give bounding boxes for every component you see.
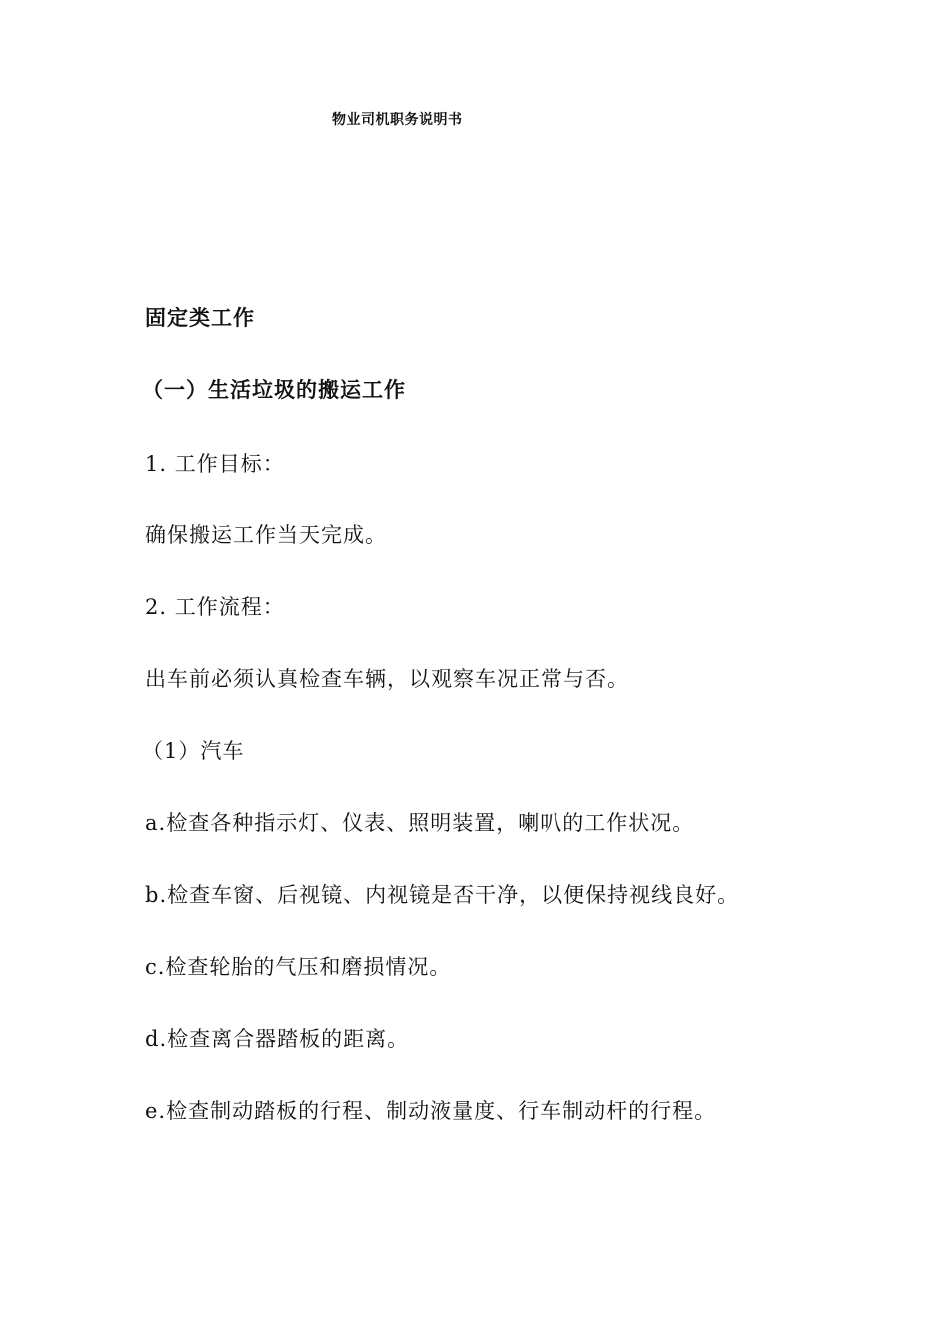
section-heading: 固定类工作 [145,306,255,330]
check-item-c: c.检查轮胎的气压和磨损情况。 [145,955,452,979]
work-process-label: 2. 工作流程： [145,595,285,619]
check-item-b: b.检查车窗、后视镜、内视镜是否干净，以便保持视线良好。 [145,883,740,907]
document-title: 物业司机职务说明书 [332,112,463,128]
check-item-a: a.检查各种指示灯、仪表、照明装置，喇叭的工作状况。 [145,811,695,835]
check-item-d: d.检查离合器踏板的距离。 [145,1027,410,1051]
work-goal-text: 确保搬运工作当天完成。 [145,523,387,547]
work-goal-label: 1. 工作目标： [145,452,285,476]
work-process-text: 出车前必须认真检查车辆，以观察车况正常与否。 [145,667,629,691]
car-subheading: （1）汽车 [142,739,245,763]
check-item-e: e.检查制动踏板的行程、制动液量度、行车制动杆的行程。 [145,1099,717,1123]
subsection-heading: （一）生活垃圾的搬运工作 [142,378,406,402]
